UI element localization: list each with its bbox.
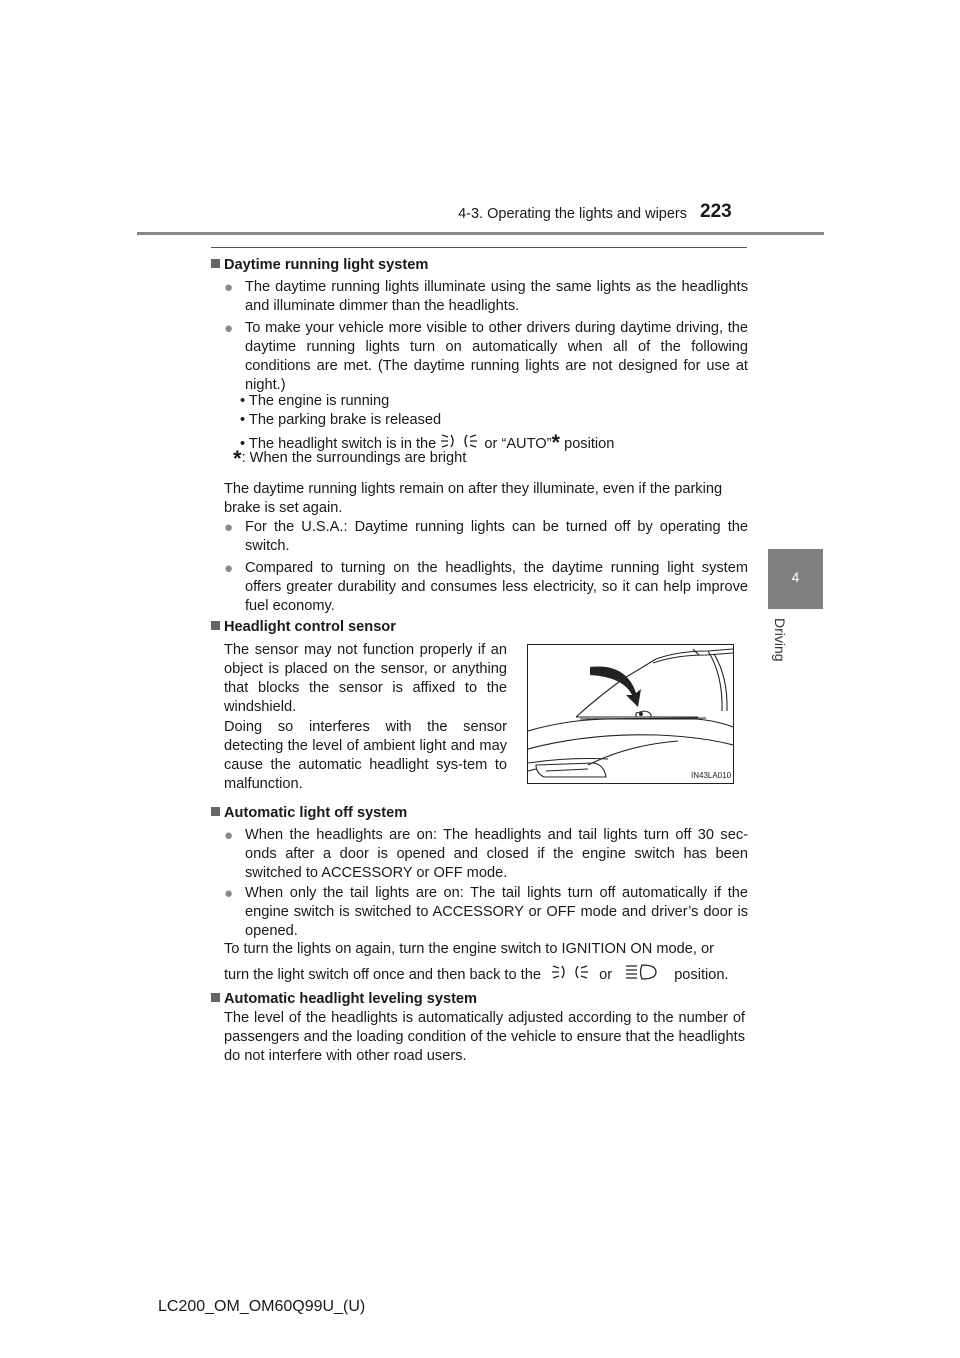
auto-off-bullet-2: [224, 884, 748, 941]
vehicle-windshield-drawing: [528, 645, 733, 783]
chapter-name-label: Driving: [772, 618, 788, 662]
auto-off-heading: [211, 804, 407, 823]
leveling-heading-text: Automatic headlight leveling system: [224, 991, 478, 1007]
daytime-bullet-4-text: Compared to turning on the headlights, the daytime running light system offers greater durability and consumes less electricity, so it can help improve fuel economy.: [245, 560, 748, 614]
sensor-para-1: The sensor may not function properly if an object is placed on the sensor, or anything that blocks the sensor is affixed to the windshield.: [224, 642, 507, 715]
para-text: position.: [674, 966, 729, 983]
condition-text: The engine is running: [248, 393, 390, 409]
sensor-para-2: Doing so interferes with the sensor detecting the level of ambient light and may cause the automatic headlight sys-tem to malfunction.: [224, 719, 507, 792]
daytime-bullet-2-text: To make your vehicle more visible to other drivers during daytime driving, the daytime running lights turn on automatically when all of the following conditions are met. (The daytime running lights are not designed for use at night.): [245, 320, 748, 393]
condition-suffix: or “AUTO”: [484, 435, 552, 452]
auto-off-heading-text: Automatic light off system: [224, 805, 408, 821]
square-bullet-icon: [211, 621, 220, 630]
condition-item: • The parking brake is released: [240, 412, 442, 428]
circle-bullet-icon: ●: [224, 519, 234, 536]
sensor-heading: [211, 618, 396, 637]
square-bullet-icon: [211, 993, 220, 1002]
footer-code: LC200_OM_OM60Q99U_(U): [158, 1298, 366, 1315]
asterisk: *: [551, 429, 561, 455]
daytime-bullet-3-text: For the U.S.A.: Daytime running lights can be turned off by operating the switch.: [245, 519, 748, 554]
section-title: 4-3. Operating the lights and wipers: [458, 206, 687, 222]
asterisk: *: [233, 446, 242, 471]
sensor-heading-text: Headlight control sensor: [224, 619, 396, 635]
auto-off-bullet-1-text: When the headlights are on: The headlights and tail lights turn off 30 sec-onds after a door is opened and closed if the engine switch has been switched to ACCESSORY or OFF mode.: [245, 827, 748, 881]
circle-bullet-icon: ●: [224, 320, 234, 337]
leveling-heading: [211, 990, 477, 1009]
square-bullet-icon: [211, 259, 220, 268]
content-divider: [211, 247, 747, 248]
daytime-bullet-3: [224, 518, 748, 556]
daytime-heading-text: Daytime running light system: [224, 257, 429, 273]
leveling-para: The level of the headlights is automatically adjusted according to the number of passengers and the loading condition of the vehicle to ensure that the headlights do not interfere with other road users.: [224, 1010, 745, 1064]
tail-light-icon: [551, 962, 591, 988]
condition-item: • The engine is running: [240, 393, 390, 409]
circle-bullet-icon: ●: [224, 885, 234, 902]
footnote-text: : When the surroundings are bright: [241, 450, 467, 466]
auto-off-bullet-1: [224, 826, 748, 883]
circle-bullet-icon: ●: [224, 560, 234, 577]
sensor-illustration: [527, 644, 734, 784]
daytime-bullet-2: [224, 319, 748, 395]
header-rule: [137, 232, 824, 235]
daytime-bullet-4: [224, 559, 748, 616]
para-text: or: [599, 966, 613, 983]
daytime-bullet-1: [224, 278, 748, 316]
chapter-name: [772, 614, 806, 684]
auto-off-bullet-2-text: When only the tail lights are on: The tail lights turn off automatically if the engine switch is switched to ACCESSORY or OFF mode and driver’s door is opened.: [245, 885, 748, 939]
square-bullet-icon: [211, 807, 220, 816]
footnote: [233, 446, 467, 471]
condition-suffix: position: [564, 435, 615, 452]
image-code: IN43LA010: [691, 771, 732, 780]
auto-off-para-line-2: [224, 962, 754, 988]
para-text: turn the light switch off once and then back to the: [224, 966, 541, 983]
condition-text: The parking brake is released: [248, 412, 442, 428]
conditions-list: [240, 392, 740, 457]
page-number: 223: [700, 201, 732, 222]
chapter-tab[interactable]: 4: [768, 549, 823, 609]
condition-text: The headlight switch is in the: [248, 435, 437, 452]
page-header: [0, 0, 960, 240]
circle-bullet-icon: ●: [224, 827, 234, 844]
condition-item: • The headlight switch is in the or “AUTO”* position: [240, 431, 740, 457]
daytime-bullet-1-text: The daytime running lights illuminate using the same lights as the headlights and illuminate dimmer than the headlights.: [245, 279, 748, 314]
headlight-icon: [624, 962, 664, 988]
daytime-remain-text: The daytime running lights remain on after they illuminate, even if the parking brake is set again.: [224, 481, 723, 516]
auto-off-para-line-1: To turn the lights on again, turn the engine switch to IGNITION ON mode, or: [224, 941, 714, 957]
circle-bullet-icon: ●: [224, 279, 234, 296]
daytime-heading: [211, 256, 428, 275]
